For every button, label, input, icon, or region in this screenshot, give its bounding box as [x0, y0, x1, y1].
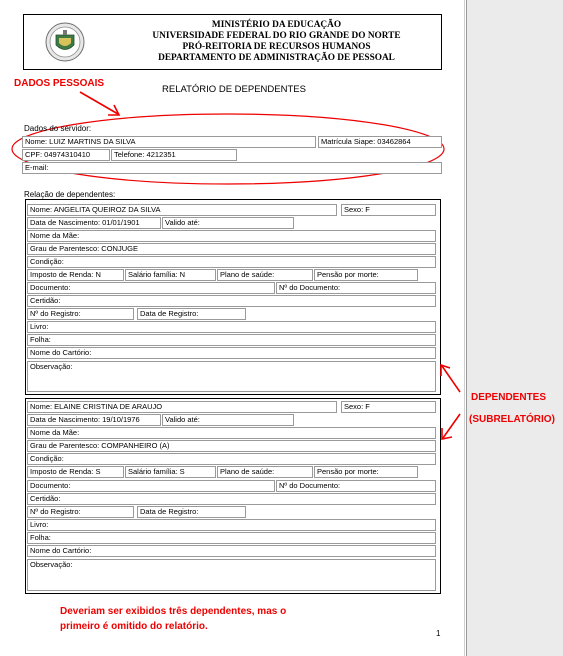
dep-numero-documento: Nº do Documento:: [276, 480, 436, 492]
servidor-email: E-mail:: [22, 162, 442, 174]
dep-cartorio: Nome do Cartório:: [27, 545, 436, 557]
dep-parentesco: Grau de Parentesco: CONJUGE: [27, 243, 436, 255]
annotation-arrow-icon: [438, 410, 468, 446]
dep-pensao: Pensão por morte:: [314, 466, 418, 478]
university-crest-icon: [44, 21, 86, 63]
dep-salario-familia: Salário família: N: [125, 269, 216, 281]
header-line: DEPARTAMENTO DE ADMINISTRAÇÃO DE PESSOAL: [158, 53, 395, 63]
servidor-heading: Dados do servidor:: [24, 124, 92, 133]
note-line: primeiro é omitido do relatório.: [60, 621, 208, 632]
dependentes-heading: Relação de dependentes:: [24, 190, 116, 199]
dep-valido: Valido até:: [162, 414, 294, 426]
servidor-telefone: Telefone: 4212351: [111, 149, 237, 161]
annotation-dados-pessoais: DADOS PESSOAIS: [14, 78, 105, 89]
dep-livro: Livro:: [27, 321, 436, 333]
report-title: RELATÓRIO DE DEPENDENTES: [162, 84, 306, 95]
report-header: [23, 14, 442, 70]
page-number: 1: [436, 629, 441, 638]
dep-documento: Documento:: [27, 282, 275, 294]
dep-data-registro: Data de Registro:: [137, 506, 246, 518]
dep-mae: Nome da Mãe:: [27, 230, 436, 242]
dep-folha: Folha:: [27, 334, 436, 346]
dep-cartorio: Nome do Cartório:: [27, 347, 436, 359]
dep-numero-registro: Nº do Registro:: [27, 308, 134, 320]
dep-condicao: Condição:: [27, 256, 436, 268]
dep-plano-saude: Plano de saúde:: [217, 466, 313, 478]
dep-numero-documento: Nº do Documento:: [276, 282, 436, 294]
dep-nascimento: Data de Nascimento: 01/01/1901: [27, 217, 161, 229]
dep-plano-saude: Plano de saúde:: [217, 269, 313, 281]
dep-nascimento: Data de Nascimento: 19/10/1976: [27, 414, 161, 426]
servidor-nome: Nome: LUIZ MARTINS DA SILVA: [22, 136, 316, 148]
dep-certidao: Certidão:: [27, 493, 436, 505]
header-line: PRÓ-REITORIA DE RECURSOS HUMANOS: [182, 42, 371, 52]
servidor-cpf: CPF: 04974310410: [22, 149, 110, 161]
dep-certidao: Certidão:: [27, 295, 436, 307]
annotation-subrelatorio: (SUBRELATÓRIO): [469, 414, 555, 425]
dep-imposto-renda: Imposto de Renda: S: [27, 466, 124, 478]
dep-pensao: Pensão por morte:: [314, 269, 418, 281]
page-edge: [464, 0, 465, 656]
header-text: [119, 20, 434, 64]
dep-observacao: Observação:: [27, 559, 436, 591]
dep-mae: Nome da Mãe:: [27, 427, 436, 439]
dep-data-registro: Data de Registro:: [137, 308, 246, 320]
dep-valido: Valido até:: [162, 217, 294, 229]
dep-numero-registro: Nº do Registro:: [27, 506, 134, 518]
note-line: Deveriam ser exibidos três dependentes, mas o: [60, 606, 287, 617]
dep-parentesco: Grau de Parentesco: COMPANHEIRO (A): [27, 440, 436, 452]
dep-sexo: Sexo: F: [341, 204, 436, 216]
dep-folha: Folha:: [27, 532, 436, 544]
dep-documento: Documento:: [27, 480, 275, 492]
annotation-dependentes: DEPENDENTES: [471, 392, 547, 403]
dep-nome: Nome: ANGELITA QUEIROZ DA SILVA: [27, 204, 337, 216]
dep-livro: Livro:: [27, 519, 436, 531]
annotation-note: [60, 604, 360, 634]
header-line: UNIVERSIDADE FEDERAL DO RIO GRANDE DO NORTE: [152, 31, 401, 41]
dep-nome: Nome: ELAINE CRISTINA DE ARAUJO: [27, 401, 337, 413]
dep-salario-familia: Salário família: S: [125, 466, 216, 478]
side-pane: [466, 0, 563, 656]
header-line: MINISTÉRIO DA EDUCAÇÃO: [211, 20, 342, 30]
dep-sexo: Sexo: F: [341, 401, 436, 413]
dep-condicao: Condição:: [27, 453, 436, 465]
servidor-matricula: Matrícula Siape: 03462864: [318, 136, 442, 148]
dep-imposto-renda: Imposto de Renda: N: [27, 269, 124, 281]
dep-observacao: Observação:: [27, 361, 436, 392]
